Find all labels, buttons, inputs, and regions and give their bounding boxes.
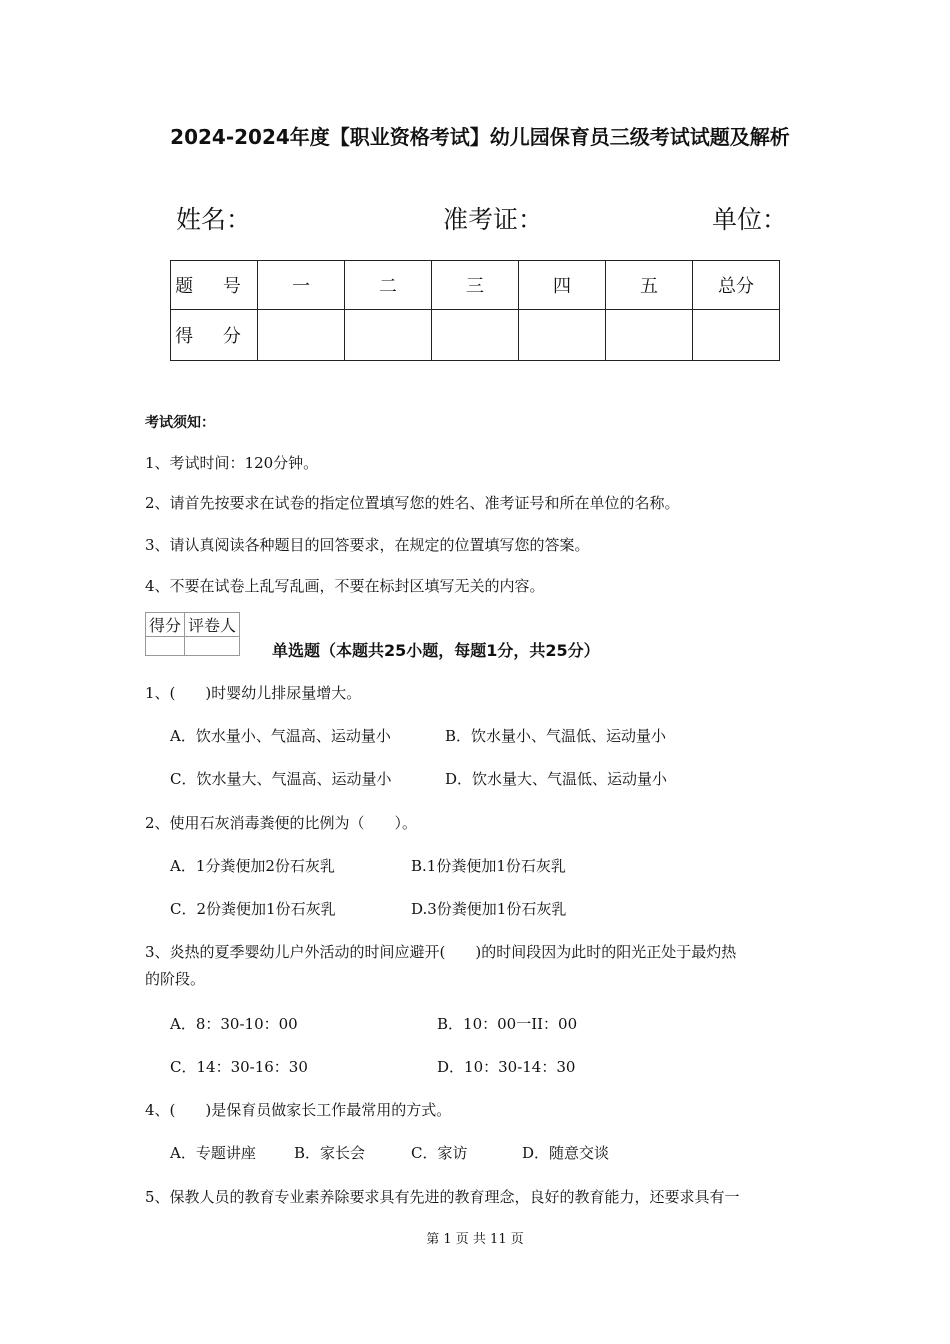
grader-reviewer-label: 评卷人 xyxy=(185,613,240,637)
grader-blank-cell xyxy=(185,637,240,656)
score-header-cell: 二 xyxy=(345,261,432,310)
exam-id-label: 准考证： xyxy=(443,205,544,234)
option-a: A．1分粪便加2份石灰乳 xyxy=(170,857,335,875)
score-blank-cell xyxy=(258,310,345,361)
name-label: 姓名： xyxy=(176,205,252,234)
page-title: 2024-2024年度【职业资格考试】幼儿园保育员三级考试试题及解析 xyxy=(170,125,790,149)
question-stem: 5、保教人员的教育专业素养除要求具有先进的教育理念，良好的教育能力，还要求具有一 xyxy=(145,1188,740,1206)
score-row-label: 得 分 xyxy=(171,310,258,361)
option-b: B．家长会 xyxy=(294,1144,366,1162)
option-a: A．专题讲座 xyxy=(170,1144,256,1162)
grader-score-label: 得分 xyxy=(146,613,185,637)
score-header-cell: 一 xyxy=(258,261,345,310)
notice-item: 2、请首先按要求在试卷的指定位置填写您的姓名、准考证号和所在单位的名称。 xyxy=(145,494,680,512)
option-d: D.3份粪便加1份石灰乳 xyxy=(411,900,567,918)
score-table xyxy=(170,260,780,361)
option-c: C．家访 xyxy=(411,1144,468,1162)
option-c: C．2份粪便加1份石灰乳 xyxy=(170,900,336,918)
score-value-row xyxy=(171,310,780,361)
option-a: A．8：30-10：00 xyxy=(170,1015,298,1033)
option-d: D．随意交谈 xyxy=(522,1144,610,1162)
score-blank-cell xyxy=(606,310,693,361)
notice-item: 3、请认真阅读各种题目的回答要求，在规定的位置填写您的答案。 xyxy=(145,536,590,554)
option-d: D．饮水量大、气温低、运动量小 xyxy=(445,770,668,788)
notice-title: 考试须知： xyxy=(145,415,215,431)
question-stem: 4、( )是保育员做家长工作最常用的方式。 xyxy=(145,1101,452,1119)
unit-label: 单位： xyxy=(712,205,788,234)
question-stem: 1、( )时婴幼儿排尿量增大。 xyxy=(145,684,362,702)
grader-header-row xyxy=(146,613,240,637)
page-footer: 第 1 页 共 11 页 xyxy=(426,1232,524,1247)
option-a: A．饮水量小、气温高、运动量小 xyxy=(170,727,391,745)
score-blank-cell xyxy=(519,310,606,361)
option-b: B.1份粪便加1份石灰乳 xyxy=(411,857,566,875)
score-blank-cell xyxy=(432,310,519,361)
option-c: C．14：30-16：30 xyxy=(170,1058,308,1076)
score-blank-cell xyxy=(693,310,780,361)
score-header-cell: 总分 xyxy=(693,261,780,310)
option-b: B．饮水量小、气温低、运动量小 xyxy=(445,727,667,745)
question-stem-continued: 的阶段。 xyxy=(145,970,206,988)
score-blank-cell xyxy=(345,310,432,361)
score-header-cell: 三 xyxy=(432,261,519,310)
grader-table xyxy=(145,612,240,656)
score-header-cell: 四 xyxy=(519,261,606,310)
question-stem: 3、炎热的夏季婴幼儿户外活动的时间应避开( )的时间段因为此时的阳光正处于最灼热 xyxy=(145,943,737,961)
option-d: D．10：30-14：30 xyxy=(437,1058,576,1076)
notice-item: 1、考试时间：120分钟。 xyxy=(145,454,319,472)
score-header-label: 题 号 xyxy=(171,261,258,310)
notice-item: 4、不要在试卷上乱写乱画，不要在标封区填写无关的内容。 xyxy=(145,577,545,595)
option-b: B．10：00一II：00 xyxy=(437,1015,578,1033)
grader-blank-row xyxy=(146,637,240,656)
score-header-row xyxy=(171,261,780,310)
grader-blank-cell xyxy=(146,637,185,656)
question-stem: 2、使用石灰消毒粪便的比例为（ ）。 xyxy=(145,814,418,832)
section-title: 单选题（本题共25小题，每题1分，共25分） xyxy=(272,641,600,660)
score-header-cell: 五 xyxy=(606,261,693,310)
option-c: C．饮水量大、气温高、运动量小 xyxy=(170,770,392,788)
